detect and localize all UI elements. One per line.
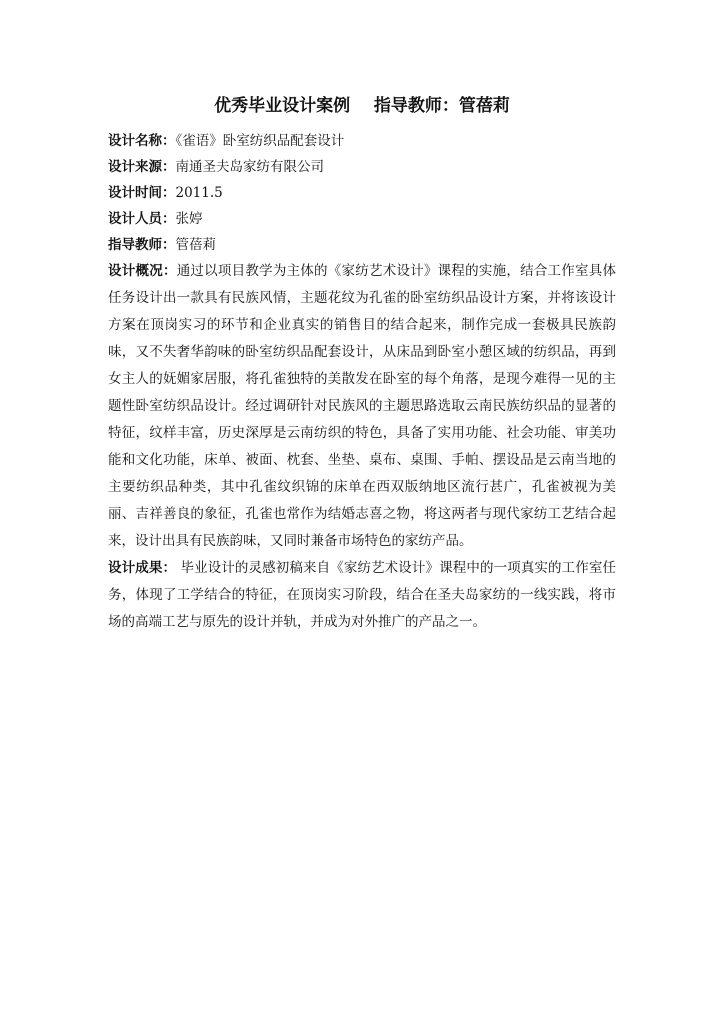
design-overview <box>108 258 616 555</box>
field-label: 设计来源： <box>108 159 176 175</box>
field-label: 设计人员： <box>108 211 176 227</box>
field-design-source <box>108 154 616 180</box>
result-text: 毕业设计的灵感初稿来自《家纺艺术设计》课程中的一项真实的工作室任务，体现了工学结合的特征，在顶岗实习阶段，结合在圣夫岛家纺的一线实践，将市场的高端工艺与原先的设计并轨，并成为对外推广的产品之一。 <box>108 560 617 630</box>
field-value: 2011.5 <box>175 185 223 201</box>
field-value: 南通圣夫岛家纺有限公司 <box>175 159 324 175</box>
field-label: 设计名称： <box>108 133 176 149</box>
result-label: 设计成果： <box>108 560 177 576</box>
design-result <box>108 555 616 636</box>
field-label: 设计时间： <box>108 185 176 201</box>
field-designer <box>108 206 616 232</box>
overview-text: 通过以项目教学为主体的《家纺艺术设计》课程的实施，结合工作室具体任务设计出一款具有民族风情，主题花纹为孔雀的卧室纺织品设计方案，并将该设计方案在顶岗实习的环节和企业真实的销售目的结合起来，制作完成一套极具民族韵味，又不失奢华韵味的卧室纺织品配套设计，从床品到卧室小憩区域的纺织品，再到女主人的妩媚家居服，将孔雀独特的美散发在卧室的每个角落，是现今难得一见的主题性卧室纺织品设计。经过调研针对民族风的主题思路选取云南民族纺织品的显著的特征，纹样丰富，历史深厚是云南纺织的特色，具备了实用功能、社会功能、审美功能和文化功能，床单、被面、枕套、坐垫、桌布、桌围、手帕、摆设品是云南当地的主要纺织品种类，其中孔雀纹织锦的床单在西双版纳地区流行甚广，孔雀被视为美丽、吉祥善良的象征，孔雀也常作为结婚志喜之物，将这两者与现代家纺工艺结合起来，设计出具有民族韵味，又同时兼备市场特色的家纺产品。 <box>108 263 617 549</box>
field-design-time <box>108 180 616 206</box>
field-value: 张婷 <box>175 211 203 227</box>
field-value: 《雀语》卧室纺织品配套设计 <box>175 133 345 149</box>
field-label: 指导教师： <box>108 237 176 253</box>
field-value: 管蓓莉 <box>175 237 216 253</box>
overview-label: 设计概况： <box>108 263 177 279</box>
field-design-name <box>108 128 616 154</box>
field-instructor <box>108 232 616 258</box>
page-title: 优秀毕业设计案例 指导教师：管蓓莉 <box>214 96 510 116</box>
